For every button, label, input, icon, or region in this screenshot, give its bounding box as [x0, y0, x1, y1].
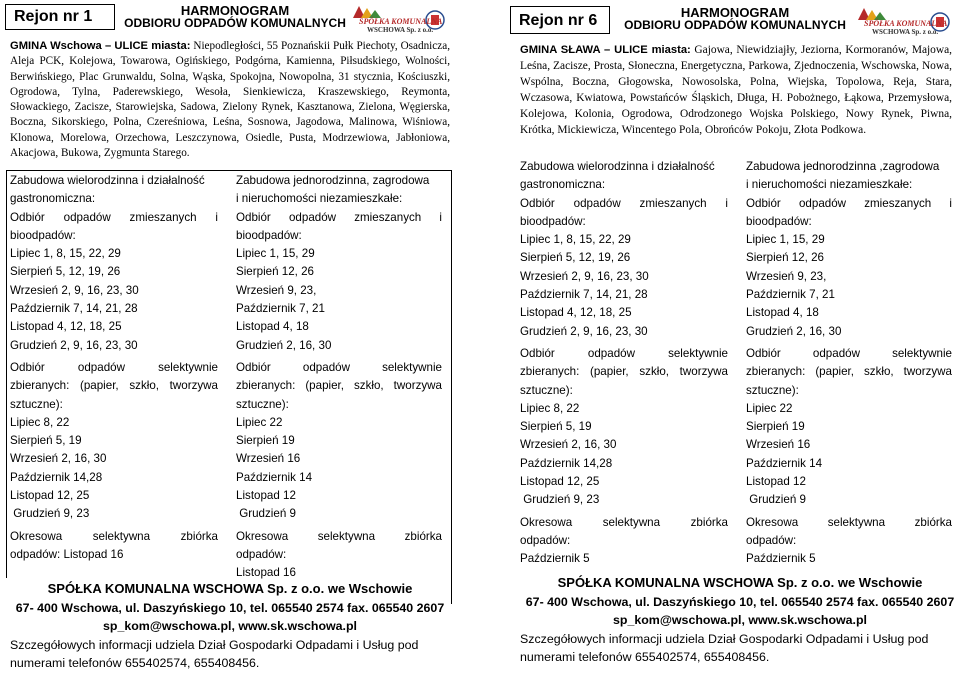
- rejon-label: Rejon nr 6: [510, 6, 610, 34]
- footer-address: 67- 400 Wschowa, ul. Daszyńskiego 10, tel. 065540 2574 fax. 065540 2607: [525, 594, 955, 609]
- date-line: Wrzesień 2, 9, 16, 23, 30: [10, 283, 139, 297]
- date-line: Wrzesień 16: [746, 438, 811, 452]
- date-line: Październik 14: [236, 470, 313, 484]
- logo-text: SPÓŁKA KOMUNALNA: [359, 17, 443, 26]
- footer-info: Szczegółowych informacji udziela Dział Gospodarki Odpadami i Usług pod: [10, 637, 419, 652]
- date-line: Grudzień 9: [746, 493, 806, 507]
- footer-email[interactable]: sp_kom@wschowa.pl, www.sk.wschowa.pl: [103, 619, 357, 633]
- date-line: Grudzień 2, 9, 16, 23, 30: [520, 324, 648, 338]
- footer: [520, 574, 960, 667]
- footer-company: SPÓŁKA KOMUNALNA WSCHOWA Sp. z o.o. we Wschowie: [557, 575, 923, 590]
- street-list: [10, 39, 450, 161]
- date-line: Lipiec 1, 15, 29: [236, 247, 315, 261]
- date-line: Październik 7, 14, 21, 28: [520, 288, 648, 302]
- date-line: Grudzień 2, 16, 30: [236, 338, 332, 352]
- date-line: Sierpień 19: [746, 420, 805, 434]
- date-line: Sierpień 12, 26: [236, 265, 314, 279]
- schedule-header: [620, 6, 850, 32]
- multi-family-column: [520, 158, 728, 569]
- mixed-waste-heading: bioodpadów:: [746, 214, 812, 228]
- periodic-heading: Okresowa selektywna zbiórka: [746, 515, 952, 529]
- selective-heading: sztuczne):: [236, 397, 289, 411]
- box-border: [6, 170, 452, 171]
- logo-subtext: WSCHOWA Sp. z o.o.: [367, 26, 434, 34]
- periodic-heading: odpadów:: [236, 547, 287, 561]
- date-line: Grudzień 2, 9, 16, 23, 30: [10, 338, 138, 352]
- periodic-heading: Okresowa selektywna zbiórka: [520, 515, 728, 529]
- periodic-date: Listopad 16: [236, 566, 296, 580]
- footer-company: SPÓŁKA KOMUNALNA WSCHOWA Sp. z o.o. we Wschowie: [47, 581, 413, 596]
- box-border: [6, 170, 7, 578]
- date-line: Lipiec 1, 8, 15, 22, 29: [520, 233, 631, 247]
- column-title: Zabudowa wielorodzinna i działalność: [520, 160, 715, 173]
- mixed-waste-heading: bioodpadów:: [520, 214, 586, 228]
- date-line: Październik 7, 21: [746, 288, 835, 302]
- selective-heading: zbieranych: (papier, szkło, tworzywa: [746, 365, 952, 379]
- date-line: Wrzesień 2, 16, 30: [10, 452, 107, 466]
- mixed-waste-heading: bioodpadów:: [236, 228, 302, 242]
- column-title: gastronomiczna:: [10, 192, 96, 206]
- date-line: Wrzesień 2, 16, 30: [520, 438, 617, 452]
- date-line: Październik 7, 14, 21, 28: [10, 302, 138, 316]
- periodic-heading: Okresowa selektywna zbiórka: [236, 529, 442, 543]
- date-line: Lipiec 8, 22: [520, 401, 580, 415]
- streets-lead: GMINA SŁAWA – ULICE miasta:: [520, 44, 691, 56]
- mixed-waste-heading: Odbiór odpadów zmieszanych i: [236, 210, 442, 224]
- footer-info: Szczegółowych informacji udziela Dział Gospodarki Odpadami i Usług pod: [520, 631, 929, 646]
- column-title: Zabudowa jednorodzinna, zagrodowa: [236, 174, 430, 187]
- date-line: Listopad 12: [746, 475, 806, 489]
- date-line: Wrzesień 9, 23,: [236, 283, 317, 297]
- mixed-waste-heading: bioodpadów:: [10, 228, 76, 242]
- column-title: gastronomiczna:: [520, 178, 606, 192]
- selective-heading: zbieranych: (papier, szkło, tworzywa: [520, 365, 728, 379]
- selective-heading: sztuczne):: [520, 383, 573, 397]
- date-line: Listopad 4, 18: [236, 320, 309, 334]
- date-line: Listopad 12: [236, 489, 296, 503]
- header-subtitle: ODBIORU ODPADÓW KOMUNALNYCH: [624, 18, 846, 32]
- street-list: [520, 42, 952, 138]
- streets-text: Niepodległości, 55 Poznańskii Pułk Piechoty, Osadnicza, Aleja PCK, Kolejowa, Towarowa, Ogińskiego, Podgórna, Kamienna, Piłsudskiego, Wolności, Berwińskiego, Plac Grunwaldu, Solna, Wąska, Spokojna, Nowopolna, 31 stycznia, Kościuszki, Ogrodowa, Tylna, Paderewskiego, Wesoła, Sienkiewicza, Kraszewskiego, Reymonta, Słowackiego, Zacisze, Starowiejska, Sadowa, Zielony Rynek, Kasztanowa, Zielona, Węgierska, Boczna, Sikorskiego, Polna, Czereśniowa, Leśna, Sosnowa, Jagodowa, Malinowa, Wiśniowa, Klonowa, Morelowa, Orzechowa, Leszczynowa, Osiedle, Pusta, Modrzewiowa, Jabłoniowa, Akacjowa, Bukowa, Zygmunta Starego.: [10, 40, 450, 160]
- date-line: Wrzesień 9, 23,: [746, 269, 827, 283]
- date-line: Grudzień 2, 16, 30: [746, 324, 842, 338]
- single-family-column: [236, 172, 442, 583]
- periodic-heading: odpadów:: [520, 533, 571, 547]
- footer-info: numerami telefonów 655402574, 655408456.: [520, 650, 770, 664]
- footer: [10, 580, 450, 673]
- header-subtitle: ODBIORU ODPADÓW KOMUNALNYCH: [124, 16, 346, 30]
- date-line: Grudzień 9, 23: [520, 493, 600, 507]
- column-title: i nieruchomości niezamieszkałe:: [236, 192, 403, 206]
- selective-heading: zbieranych: (papier, szkło, tworzywa: [236, 379, 442, 393]
- mixed-waste-heading: Odbiór odpadów zmieszanych i: [746, 196, 952, 210]
- footer-email[interactable]: sp_kom@wschowa.pl, www.sk.wschowa.pl: [613, 613, 867, 627]
- periodic-heading: odpadów:: [746, 533, 797, 547]
- rejon-label: Rejon nr 1: [5, 4, 115, 30]
- date-line: Październik 7, 21: [236, 302, 325, 316]
- streets-text: Gajowa, Niewidziajły, Jeziorna, Kormoranów, Majowa, Leśna, Zacisze, Prosta, Słoneczna, Energetyczna, Parkowa, Zjednoczenia, Wschowska, Nowa, Wspólna, Boczna, Głogowska, Nowosolska, Polna, Wiejska, Topolowa, Reja, Stara, Wczasowa, Kwiatowa, Powstańców Śląskich, Długa, H. Pobożnego, Łąkowa, Przemysłowa, Kolejowa, Kolonia, Ogrodowa, Odrodzonego Wojska Polskiego, Nowy Rynek, Piwna, Krótka, Mickiewicza, Wincentego Pola, Obrońców Pokoju, Złota Podkowa.: [520, 44, 953, 136]
- date-line: Sierpień 5, 19: [10, 434, 82, 448]
- date-line: Grudzień 9: [236, 507, 296, 521]
- date-line: Październik 14,28: [10, 470, 103, 484]
- date-line: Październik 14,28: [520, 456, 613, 470]
- date-line: Lipiec 1, 15, 29: [746, 233, 825, 247]
- box-border: [451, 170, 452, 604]
- header-title: HARMONOGRAM: [180, 3, 290, 18]
- date-line: Sierpień 12, 26: [746, 251, 824, 265]
- date-line: Sierpień 19: [236, 434, 295, 448]
- date-line: Lipiec 8, 22: [10, 415, 70, 429]
- date-line: Sierpień 5, 19: [520, 420, 592, 434]
- footer-info: numerami telefonów 655402574, 655408456.: [10, 656, 260, 670]
- date-line: Listopad 12, 25: [520, 475, 600, 489]
- date-line: Lipiec 1, 8, 15, 22, 29: [10, 247, 121, 261]
- selective-heading: sztuczne):: [10, 397, 63, 411]
- date-line: Wrzesień 2, 9, 16, 23, 30: [520, 269, 649, 283]
- schedule-header: [120, 4, 350, 30]
- streets-lead: GMINA Wschowa – ULICE miasta:: [10, 40, 191, 52]
- periodic-date: Październik 5: [746, 552, 816, 566]
- date-line: Październik 14: [746, 456, 823, 470]
- company-logo: [345, 4, 445, 34]
- logo-text: SPÓŁKA KOMUNALNA: [864, 19, 948, 28]
- mixed-waste-heading: Odbiór odpadów zmieszanych i: [10, 210, 218, 224]
- date-line: Listopad 4, 12, 18, 25: [520, 306, 632, 320]
- mixed-waste-heading: Odbiór odpadów zmieszanych i: [520, 196, 728, 210]
- column-title: i nieruchomości niezamieszkałe:: [746, 178, 913, 192]
- periodic-date: odpadów: Listopad 16: [10, 547, 124, 561]
- date-line: Lipiec 22: [236, 415, 283, 429]
- date-line: Sierpień 5, 12, 19, 26: [520, 251, 631, 265]
- date-line: Lipiec 22: [746, 401, 793, 415]
- date-line: Listopad 12, 25: [10, 489, 90, 503]
- selective-heading: Odbiór odpadów selektywnie: [236, 360, 442, 374]
- date-line: Listopad 4, 12, 18, 25: [10, 320, 122, 334]
- date-line: Grudzień 9, 23: [10, 507, 90, 521]
- selective-heading: zbieranych: (papier, szkło, tworzywa: [10, 379, 218, 393]
- single-family-column: [746, 158, 952, 569]
- column-title: Zabudowa jednorodzinna ,zagrodowa: [746, 160, 940, 173]
- multi-family-column: [10, 172, 218, 564]
- date-line: Wrzesień 16: [236, 452, 301, 466]
- header-title: HARMONOGRAM: [680, 5, 790, 20]
- periodic-date: Październik 5: [520, 552, 590, 566]
- periodic-heading: Okresowa selektywna zbiórka: [10, 529, 218, 543]
- logo-subtext: WSCHOWA Sp. z o.o.: [872, 28, 939, 36]
- selective-heading: Odbiór odpadów selektywnie: [746, 346, 952, 360]
- footer-address: 67- 400 Wschowa, ul. Daszyńskiego 10, tel. 065540 2574 fax. 065540 2607: [15, 600, 445, 615]
- date-line: Listopad 4, 18: [746, 306, 819, 320]
- date-line: Sierpień 5, 12, 19, 26: [10, 265, 121, 279]
- company-logo: [850, 6, 950, 36]
- selective-heading: Odbiór odpadów selektywnie: [520, 346, 728, 360]
- column-title: Zabudowa wielorodzinna i działalność: [10, 174, 205, 187]
- selective-heading: Odbiór odpadów selektywnie: [10, 360, 218, 374]
- schedule-panel-rejon-1: [0, 0, 460, 678]
- schedule-panel-rejon-6: [510, 0, 960, 678]
- selective-heading: sztuczne):: [746, 383, 799, 397]
